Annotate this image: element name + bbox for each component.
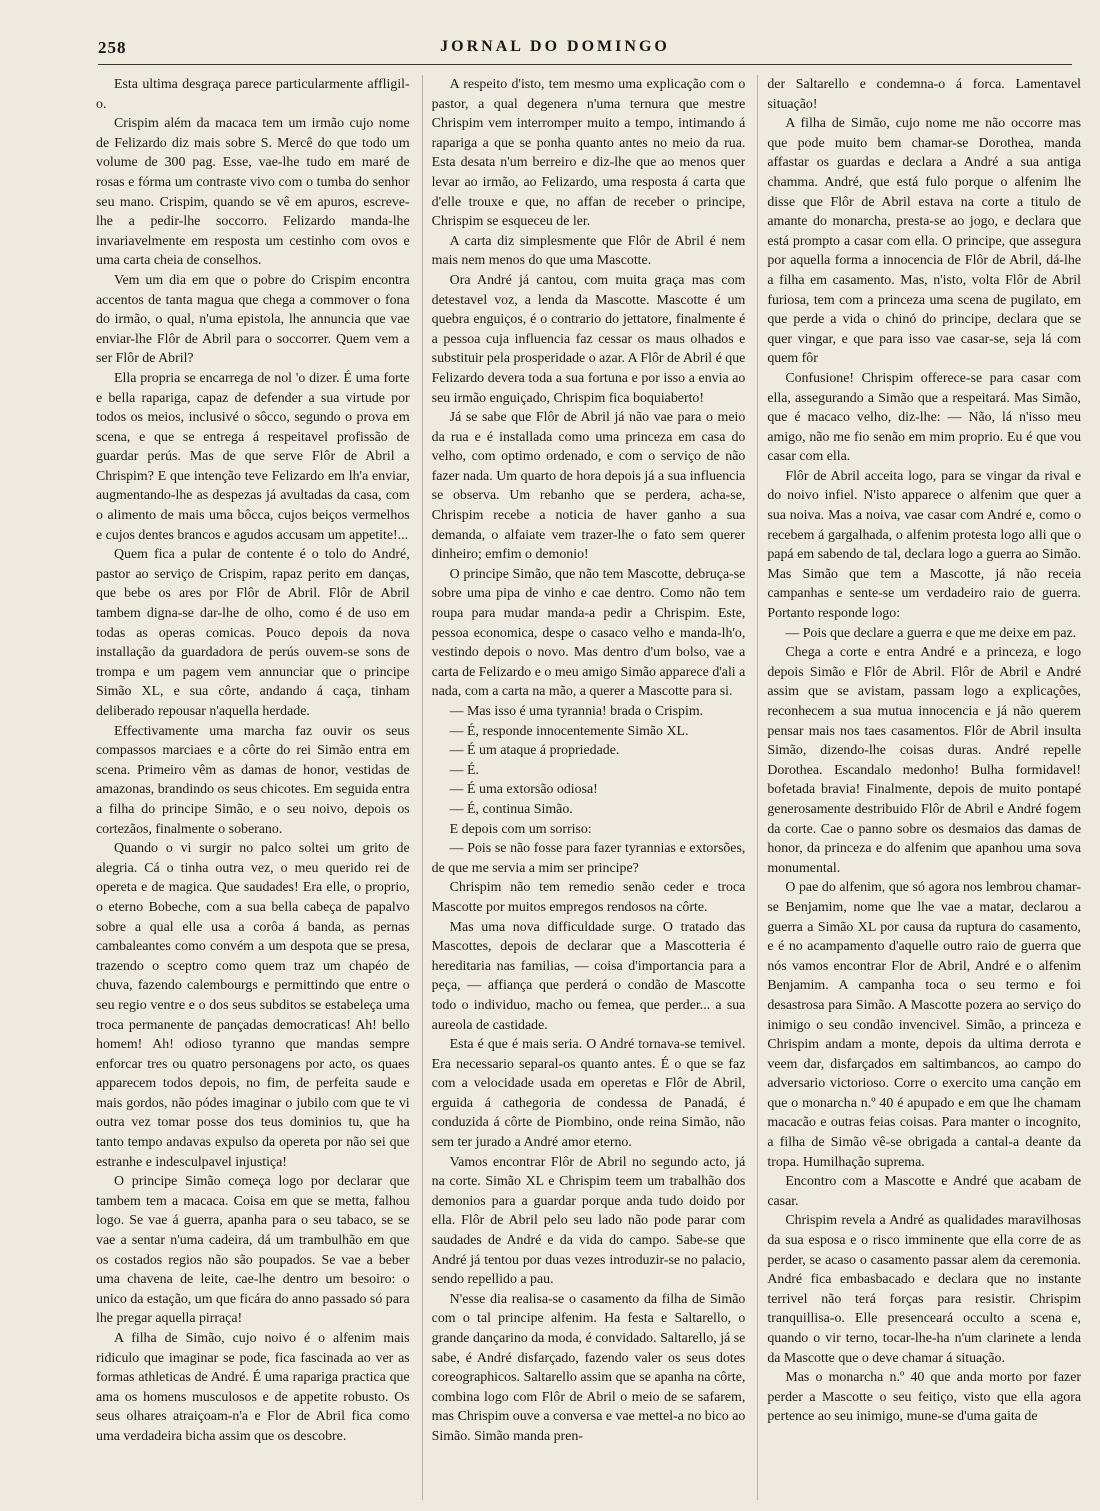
paragraph: Esta ultima desgraça parece particularmente affligil-o.	[96, 77, 410, 112]
journal-title: JORNAL DO DOMINGO	[440, 38, 670, 55]
paragraph: O pae do alfenim, que só agora nos lembrou chamar-se Benjamim, nome que lhe vae a matar, declarou a guerra a Simão XL por causa da ruptura do casamento, e é no acampamento d'aquelle outro raio de guerra que nós vamos encontrar Flor de Abril, André e o alfenim Benjamim. A campanha toca o seu termo e foi desastrosa para Simão. A Mascotte pozera ao serviço do inimigo o seu condão invencivel. Simão, a princeza e Chrispim andam a monte, depois da ultima derrota e veem dar, disfarçados em saltimbancos, ao campo do adversario victorioso. Corre o exercito uma canção em que o monarcha n.º 40 é apupado e em que lhe chamam macacão e outras feias coisas. Para manter o incognito, a filha de Simão vê-se obrigada a cantal-a deante da tropa. Humilhação suprema.	[767, 880, 1082, 1170]
paragraph: N'esse dia realisa-se o casamento da filha de Simão com o tal principe alfenim. Ha festa e Saltarello, o grande dançarino da moda, é convidado. Saltarello, já se sabe, é André disfarçado, fazendo valer os seus dotes coreographicos. Saltarello assim que se apanha na côrte, combina logo com Flôr de Abril o meio de se safarem, mas Chrispim ouve a conversa e vae mettel-a no bico ao Simão. Simão manda pren-	[431, 1291, 746, 1444]
paragraph: A carta diz simplesmente que Flôr de Abril é nem mais nem menos do que uma Mascotte.	[431, 233, 746, 269]
paragraph: A filha de Simão, cujo nome me não occorre mas que pode muito bem chamar-se Dorothea, manda affastar os guardas e declara a André a sua antiga chamma. André, que está fulo porque o alfenim lhe disse que Flôr de Abril estava na corte a titulo de amante do monarcha, presta-se ao jogo, e declara que está prompto a casar com ella. O principe, que assegura por aquella forma a innocencia de Flôr de Abril, dá-lhe a filha em casamento. Mas, n'isto, volta Flôr de Abril furiosa, tem com a princeza uma scena de pugilato, em que perde a vida o chinó do principe, declara que se quer vingar, e que para isso vae casar-se, seja lá com quem fôr	[767, 116, 1082, 367]
paragraph: Quando o vi surgir no palco soltei um grito de alegria. Cá o tinha outra vez, o meu querido rei de opereta e de magica. Que saudades! Era elle, o proprio, o eterno Bobeche, com a sua bella cabeça de papalvo sobre a qual elle usa a corôa á banda, as pernas cambaleantes como convém a um despota que se presa, trazendo o sceptro como quem traz um chapéo de chuva, fazendo calembourgs e permittindo que entre o seu regio ventre e o dos seus subditos se estabeleça uma troca permanente de pançadas democraticas! Ah! bello homem! Ah! odioso tyranno que mandas sempre enforcar tres ou quatro personagens por acto, os quaes apparecem todos depois, no fim, de perfeita saude e mais gordos, não pódes imaginar o jubilo com que te vi outra vez tomar posse dos teus dominios tu, que ha tanto tempo andavas expulso da opereta por não sei que estranhe e indesculpavel injustiça!	[96, 841, 410, 1170]
paragraph: Chrispim não tem remedio senão ceder e troca Mascotte por muitos empregos rendosos na côrte.	[431, 880, 746, 915]
paragraph: Esta é que é mais seria. O André tornava-se temivel. Era necessario separal-os quanto antes. É o que se faz com a velocidade usada em operetas e Flôr de Abril, erguida á cathegoria de condessa de Panadá, é conduzida á côrte de Piombino, onde reina Simão, não sem ter jurado a André amor eterno.	[431, 1037, 746, 1151]
page-number: 258	[98, 38, 127, 57]
column-3	[757, 75, 1081, 1500]
paragraph: — Pois que declare a guerra e que me deixe em paz.	[785, 625, 1077, 641]
paragraph: A filha de Simão, cujo noivo é o alfenim mais ridiculo que imaginar se pode, fica fascinada ao ver as formas athleticas de André. É uma rapariga practica que ama os homens musculosos e de appetite robusto. Os seus olhares atraiçoam-n'a e Flor de Abril fica como uma verdadeira bicha assim que os descobre.	[96, 1331, 410, 1444]
paragraph: Mas uma nova difficuldade surge. O tratado das Mascottes, depois de declarar que a Mascotteria é hereditaria nas familias, — coisa d'importancia para a peça, — affiança que perderá o condão de Mascotte todo o individuo, macho ou femea, que perder... a sua aureola de castidade.	[431, 919, 746, 1033]
article-columns	[96, 75, 1081, 1500]
paragraph: O principe Simão começa logo por declarar que tambem tem a macaca. Coisa em que se metta, falhou logo. Se vae á guerra, apanha para o seu tabaco, se se vae a sentar n'uma cadeira, dá um trambulhão em que os costados regios não são poupados. Se vae a beber uma chavena de leite, cae-lhe dentro um besoiro: o unico da estação, um que ficára do anno passado só para lhe pregar aquella pirraça!	[96, 1174, 410, 1327]
paragraph: Ora André já cantou, com muita graça mas com detestavel voz, a lenda da Mascotte. Mascotte é um quebra enguiços, é o contrario do jettatore, finalmente é a pessoa cuja influencia faz cessar os maus olhados e substituir pela prosperidade o azar. A Flôr de Abril é que Felizardo devera toda a sua fortuna e por isso a envia ao seu irmão enguiçado, Chrispim fica boquiaberto!	[431, 272, 746, 406]
paragraph: Vamos encontrar Flôr de Abril no segundo acto, já na corte. Simão XL e Chrispim teem um trabalhão dos demonios para a guardar porque anda tudo doido por ella. Flôr de Abril pelo seu lado não pode parar com saudades de André e da vida do campo. Sabe-se que André já tentou por duas vezes introduzir-se no palacio, sendo repellido a pau.	[431, 1154, 746, 1288]
column-1	[96, 75, 410, 1500]
paragraph: Flôr de Abril acceita logo, para se vingar da rival e do noivo infiel. N'isto apparece o alfenim que quer a sua noiva. Mas a noiva, vae casar com André e, como o recebem á gargalhada, o alfenim protesta logo alli que o papá em sabendo de tal, declara logo a guerra ao Simão. Mas Simão que tem a Mascotte, já não receia campanhas e sente-se um verdadeiro raio de guerra. Portanto responde logo:	[767, 468, 1082, 622]
paragraph: — É, responde innocentemente Simão XL.	[449, 723, 689, 739]
paragraph: Mas o monarcha n.º 40 que anda morto por fazer perder a Mascotte o seu feitiço, visto que ella agora pertence ao seu inimigo, mune-se d'uma gaita de	[767, 1370, 1082, 1425]
page-header	[98, 38, 1072, 65]
paragraph: Já se sabe que Flôr de Abril já não vae para o meio da rua e é installada como uma princeza em casa do velho, com optimo ordenado, e com o serviço de não fazer nada. Um quarto de hora depois já a sua influencia se observa. Um rebanho que se perdera, acha-se, Chrispim recebe a noticia de haver ganho a sua demanda, o alfaiate vem trazer-lhe o fato sem querer dinheiro; emfim o demonio!	[431, 410, 746, 563]
paragraph: der Saltarello e condemna-o á forca. Lamentavel situação!	[767, 77, 1082, 112]
paragraph: Encontro com a Mascotte e André que acabam de casar.	[767, 1174, 1082, 1209]
paragraph: — É uma extorsão odiosa!	[449, 782, 598, 798]
paragraph: — Pois se não fosse para fazer tyrannias e extorsões, de que me servia a mim ser principe?	[431, 841, 746, 876]
paragraph: — É, continua Simão.	[449, 801, 573, 817]
paragraph: Vem um dia em que o pobre do Crispim encontra accentos de tanta magua que chega a commover o fona do irmão, o qual, n'uma epistola, lhe annuncia que vae enviar-lhe Flôr de Abril para o soccorrer. Quem vem a ser Flôr de Abril?	[96, 272, 410, 367]
paragraph: — É um ataque á propriedade.	[449, 743, 620, 759]
paragraph: E depois com um sorriso:	[449, 821, 592, 837]
column-2	[422, 75, 746, 1500]
paragraph: — Mas isso é uma tyrannia! brada o Crispim.	[449, 704, 704, 719]
paragraph: A respeito d'isto, tem mesmo uma explicação com o pastor, a qual degenera n'uma ternura que mestre Chrispim vem interromper muito a tempo, intimando á rapariga a que se ponha quanto antes no meio da rua. Esta desata n'um berreiro e diz-lhe que ao menos quer levar ao irmão, ao Felizardo, uma resposta á carta que d'elle trouxe e que, no affan de receber o principe, Chrispim se esqueceu de ler.	[431, 77, 746, 230]
paragraph: Crispim além da macaca tem um irmão cujo nome de Felizardo diz mais sobre S. Mercê do que todo um volume de 300 pag. Esse, vae-lhe tudo em maré de rosas e fórma um contraste vivo com o tumba do senhor seu mano. Crispim, quando se vê em apuros, escreve-lhe a pedir-lhe soccorro. Felizardo manda-lhe invariavelmente em resposta um cestinho com ovos e uma carta cheia de conselhos.	[96, 116, 410, 269]
paragraph: Ella propria se encarrega de nol 'o dizer. É uma forte e bella rapariga, capaz de defender a sua virtude por todos os meios, inclusivé o sôcco, segundo o prova em scena, e que se entrega á respeitavel profissão de guardar perús. Mas de que serve Flôr de Abril a Chrispim? E que intenção teve Felizardo em lh'a enviar, augmentando-lhe as despezas já avultadas da casa, com o alimento de mais uma bôcca, cujos beiços vermelhos e cujos dentes brancos e agudos accusam um appetite!...	[96, 370, 410, 543]
paragraph: — É.	[449, 762, 479, 778]
paragraph: Confusione! Chrispim offerece-se para casar com ella, assegurando a Simão que a respeitará. Mas Simão, que é macaco velho, diz-lhe: — Não, lá n'isso meu amigo, não me fio senão em mim proprio. Eu é que vou casar com ella.	[767, 370, 1082, 465]
paragraph: Effectivamente uma marcha faz ouvir os seus compassos marciaes e a côrte do rei Simão entra em scena. Primeiro vêm as damas de honor, vestidas de amazonas, brandindo os seus chicotes. Em seguida entra a filha do principe Simão, e o seu noivo, depois os cortezãos, finalmente o soberano.	[96, 723, 410, 837]
paragraph: Chrispim revela a André as qualidades maravilhosas da sua esposa e o risco imminente que ella corre de as perder, se acaso o casamento passar alem da ceremonia. André fica embasbacado e declara que no instante terrivel não terá forças para resistir. Chrispim tranquillisa-o. Elle presenceará occulto a scena e, quando o vir terno, tocar-lhe-ha n'um clarinete a lenda da Mascotte que o deve chamar á situação.	[767, 1213, 1082, 1366]
paragraph: Quem fica a pular de contente é o tolo do André, pastor ao serviço de Crispim, rapaz perito em danças, que bebe os ares por Flôr de Abril. Flôr de Abril tambem digna-se dar-lhe de olho, como é de uso em todas as operas comicas. Pouco depois da nova installação da guardadora de perús ouvem-se sons de trompa e um pagem vem annunciar que o principe Simão XL, e sua côrte, andando á caça, tinham deliberado repousar n'aquella herdade.	[96, 547, 410, 719]
paragraph: Chega a corte e entra André e a princeza, e logo depois Simão e Flôr de Abril. Flôr de Abril e André assim que se avistam, passam logo a explicações, reconhecem a sua mutua innocencia e já não querem pensar mais nos taes casamentos. Flôr de Abril insulta Simão, dizendo-lhe coisas duras. André repelle Dorothea. Escandalo medonho! Bulha formidavel! bofetada bravia! Finalmente, depois de muito pontapé generosamente destribuido Flôr de Abril e André fogem da corte. Cae o panno sobre os desmaios das damas de honor, da princeza e do alfenim que apanhou uma sova monumental.	[767, 645, 1082, 876]
paragraph: O principe Simão, que não tem Mascotte, debruça-se sobre uma pipa de vinho e cae dentro. Como não tem roupa para mudar manda-a pedir a Chrispim. Este, pessoa economica, despe o casaco velho e manda-lh'o, vestindo depois o novo. Mas dentro d'um bolso, vae a carta de Felizardo e o meu amigo Simão apparece d'ali a nada, com a carta na mão, a querer a Mascotte para si.	[431, 566, 746, 700]
